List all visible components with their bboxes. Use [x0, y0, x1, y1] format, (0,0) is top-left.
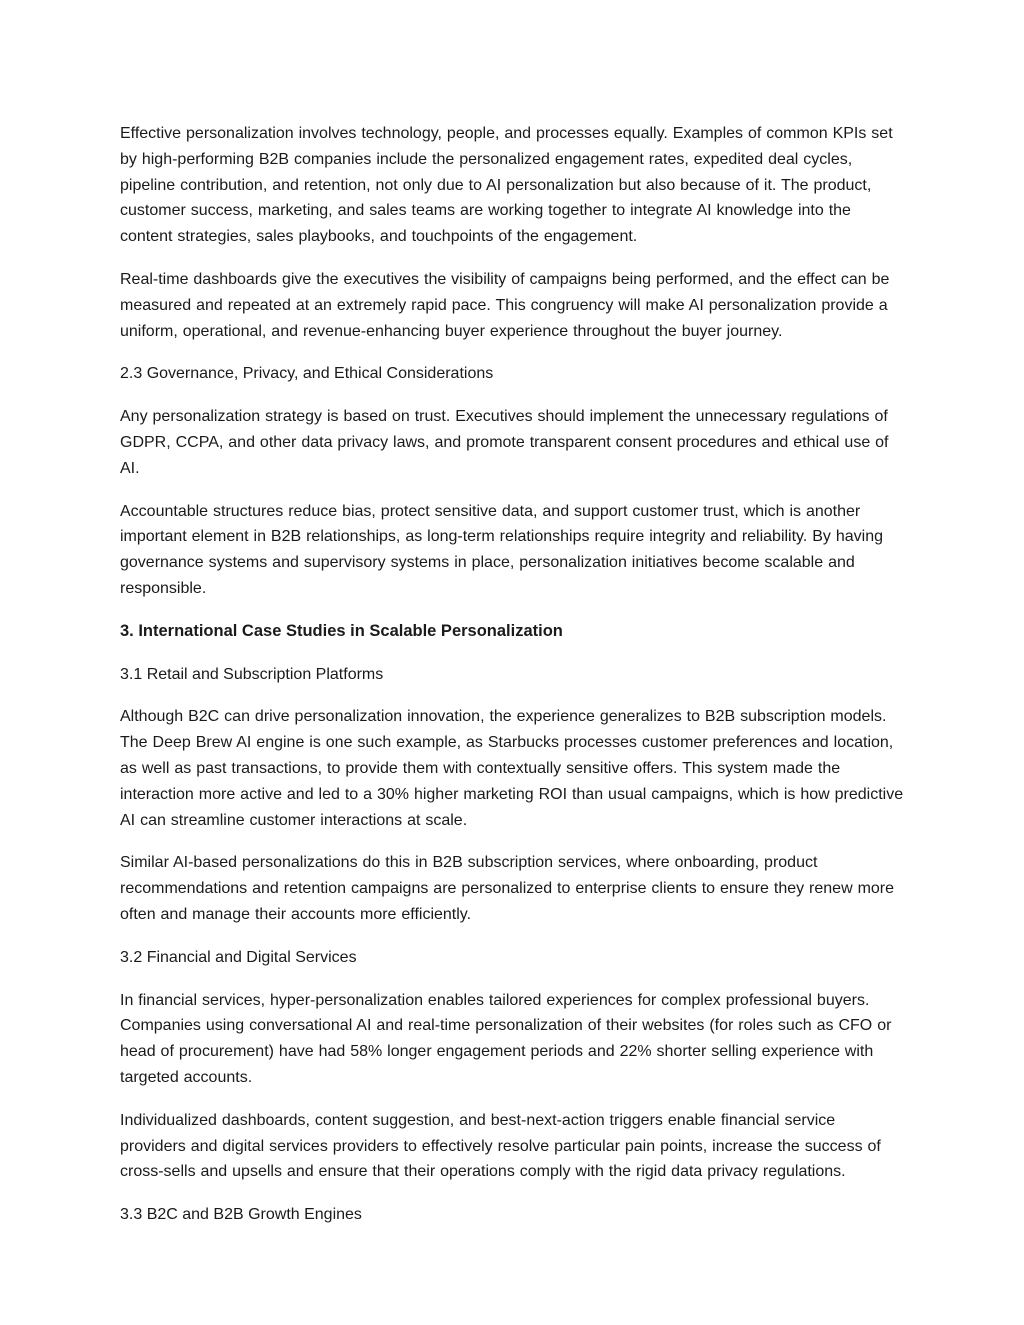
paragraph: Real-time dashboards give the executives the visibility of campaigns being performed, and the effect can be measured and repeated at an extremely rapid pace. This congruency will make AI personalization provide a uniform, operational, and revenue-enhancing buyer experience throughout the buyer journey. — [120, 270, 890, 340]
paragraph: Individualized dashboards, content suggestion, and best-next-action triggers enable financial service providers and digital services providers to effectively resolve particular pain points, increase the success of cross-sells and upsells and ensure that their operations comply with the rigid data privacy regulations. — [120, 1111, 881, 1181]
subsection-heading-3-1: 3.1 Retail and Subscription Platforms — [120, 665, 384, 683]
paragraph: Effective personalization involves technology, people, and processes equally. Examples of common KPIs set by high-performing B2B companies include the personalized engagement rates, expedited deal cycles, pipeline contribution, and retention, not only due to AI personalization but also because of it. The product, customer success, marketing, and sales teams are working together to integrate AI knowledge into the content strategies, sales playbooks, and touchpoints of the engagement. — [120, 125, 893, 246]
paragraph: Similar AI-based personalizations do this in B2B subscription services, where onboarding, product recommendations and retention campaigns are personalized to enterprise clients to ensure they renew more often and manage their accounts more efficiently. — [120, 854, 895, 923]
paragraph: In financial services, hyper-personalization enables tailored experiences for complex professional buyers. Companies using conversational AI and real-time personalization of their websites (for roles such as CFO or head of procurement) have had 58% longer engagement periods and 22% shorter selling experience with targeted accounts. — [120, 991, 892, 1086]
subsection-heading-3-2: 3.2 Financial and Digital Services — [120, 948, 357, 966]
section-heading-3: 3. International Case Studies in Scalable Personalization — [120, 621, 563, 640]
paragraph: Although B2C can drive personalization innovation, the experience generalizes to B2B subscription models. The Deep Brew AI engine is one such example, as Starbucks processes customer preferences and location, as well as past transactions, to provide them with contextually sensitive offers. This system made the interaction more active and led to a 30% higher marketing ROI than usual campaigns, which is how predictive AI can streamline customer interactions at scale. — [120, 708, 904, 829]
paragraph: Accountable structures reduce bias, protect sensitive data, and support customer trust, which is another important element in B2B relationships, as long-term relationships require integrity and reliability. By having governance systems and supervisory systems in place, personalization initiatives become scalable and responsible. — [120, 502, 884, 597]
subsection-heading-3-3: 3.3 B2C and B2B Growth Engines — [120, 1206, 362, 1224]
subsection-heading-2-3: 2.3 Governance, Privacy, and Ethical Considerations — [120, 365, 494, 383]
paragraph: Any personalization strategy is based on trust. Executives should implement the unnecessary regulations of GDPR, CCPA, and other data privacy laws, and promote transparent consent procedures and ethical use of AI. — [120, 408, 889, 477]
